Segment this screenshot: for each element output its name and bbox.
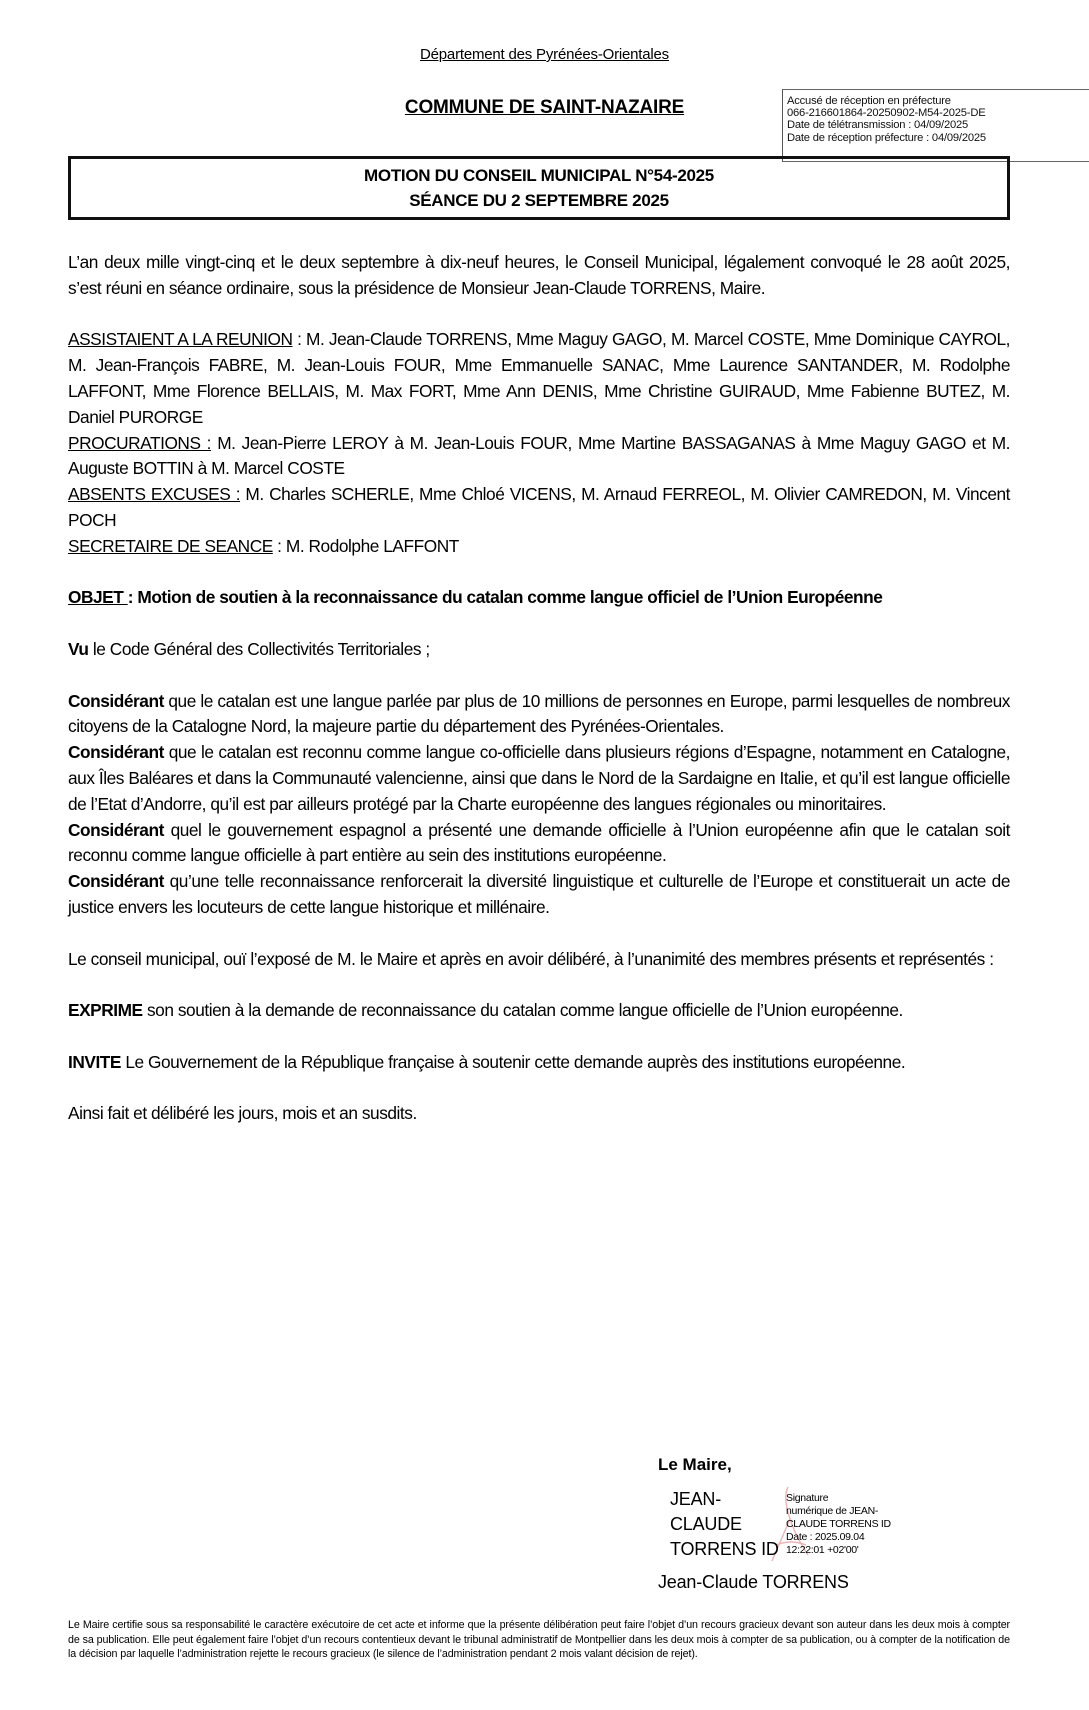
- motion-title-box: [68, 156, 1010, 220]
- considerant-text: quel le gouvernement espagnol a présenté une demande officielle à l’Union européenne afin que le catalan soit reconnu comme langue officielle à part entière au sein des institutions européenne.: [68, 819, 1010, 866]
- exprime-text: son soutien à la demande de reconnaissance du catalan comme langue officielle de l’Union européenne.: [142, 1000, 903, 1021]
- signer-id-block: [670, 1487, 779, 1562]
- commune-heading: COMMUNE DE SAINT-NAZAIRE: [404, 97, 685, 118]
- attendance-secretary: [68, 534, 1010, 560]
- signature-meta-line: numérique de JEAN-: [786, 1505, 879, 1517]
- department-heading: Département des Pyrénées-Orientales: [420, 46, 669, 63]
- signature-metadata: [786, 1492, 891, 1557]
- signer-id-line: CLAUDE: [670, 1514, 742, 1534]
- stamp-reception-date: Date de réception préfecture : 04/09/2025: [787, 131, 986, 144]
- present-label: ASSISTAIENT A LA REUNION: [68, 329, 293, 350]
- document-body: [68, 250, 1010, 1127]
- attendance-absent: [68, 482, 1010, 534]
- absent-list: M. Charles SCHERLE, Mme Chloé VICENS, M. Arnaud FERREOL, M. Olivier CAMREDON, M. Vincent POCH: [68, 484, 1010, 530]
- signer-id-line: TORRENS ID: [670, 1539, 779, 1559]
- signature-title: Le Maire,: [658, 1455, 732, 1474]
- vu-label: Vu: [68, 638, 89, 659]
- signer-full-name: Jean-Claude TORRENS: [658, 1572, 849, 1592]
- intro-paragraph: L’an deux mille vingt-cinq et le deux septembre à dix-neuf heures, le Conseil Municipal, légalement convoqué le 28 août 2025, s’est réuni en séance ordinaire, sous la présidence de Monsieur Jean-Claude TORRENS, Maire.: [68, 252, 1010, 298]
- considerant-text: que le catalan est une langue parlée par plus de 10 millions de personnes en Europe, parmi lesquelles de nombreux citoyens de la Catalogne Nord, la majeure partie du département des Pyrénées-Orientales.: [68, 690, 1010, 737]
- stamp-transmission-date: Date de télétransmission : 04/09/2025: [787, 119, 969, 132]
- signer-id-line: JEAN-: [670, 1489, 722, 1509]
- secretary-name: : M. Rodolphe LAFFONT: [272, 535, 459, 556]
- signature-meta-line: Signature: [786, 1492, 829, 1504]
- present-list: : M. Jean-Claude TORRENS, Mme Maguy GAGO, M. Marcel COSTE, Mme Dominique CAYROL, M. Jean-François FABRE, M. Jean-Louis FOUR, Mme Emmanuelle SANAC, Mme Laurence SANTANDER, M. Rodolphe LAFFONT, Mme Florence BELLAIS, M. Max FORT, Mme Ann DENIS, Mme Christine GUIRAUD, Mme Fabienne BUTEZ, M. Daniel PURORGE: [68, 329, 1010, 427]
- invite-text: Le Gouvernement de la République française à soutenir cette demande auprès des institutions européenne.: [121, 1051, 906, 1072]
- vu-paragraph: [68, 637, 1010, 663]
- stamp-reference: 066-216601864-20250902-M54-2025-DE: [787, 107, 986, 120]
- invite-label: INVITE: [68, 1051, 121, 1072]
- legal-footer: Le Maire certifie sous sa responsabilité le caractère exécutoire de cet acte et informe que la présente délibération peut faire l’objet d’un recours gracieux devant son auteur dans les deux mois à compter de sa publication. Elle peut également faire l’objet d’un recours contentieux devant le tribunal administratif de Montpellier dans les deux mois à compter de sa publication, ou à compter de la notification de la décision par laquelle l’administration rejette le recours gracieux (le silence de l’administration pendant 2 mois valant décision de rejet).: [68, 1619, 1010, 1660]
- proxies-list: M. Jean-Pierre LEROY à M. Jean-Louis FOUR, Mme Martine BASSAGANAS à Mme Maguy GAGO et M. Auguste BOTTIN à M. Marcel COSTE: [68, 432, 1010, 479]
- closing-paragraph: Ainsi fait et délibéré les jours, mois et an susdits.: [68, 1103, 417, 1124]
- exprime-paragraph: [68, 998, 1010, 1024]
- considerant-paragraph: [68, 869, 1010, 921]
- considerant-label: Considérant: [68, 690, 164, 711]
- session-date: SÉANCE DU 2 SEPTEMBRE 2025: [409, 191, 669, 210]
- considerant-label: Considérant: [68, 819, 164, 840]
- secretary-label: SECRETAIRE DE SEANCE: [68, 535, 273, 556]
- motion-title: MOTION DU CONSEIL MUNICIPAL N°54-2025: [364, 166, 714, 185]
- considerant-text: qu’une telle reconnaissance renforcerait la diversité linguistique et culturelle de l’Europe et constituerait un acte de justice envers les locuteurs de cette langue historique et millénaire.: [68, 871, 1010, 917]
- object-label: OBJET: [68, 587, 128, 608]
- considerant-text: que le catalan est reconnu comme langue co-officielle dans plusieurs régions d’Espagne, notamment en Catalogne, aux Îles Baléares et dans la Communauté valencienne, ainsi que dans le Nord de la Sardaigne en Italie, et qu’il est langue officielle de l’Etat d’Andorre, qu’il est par ailleurs protégé par la Charte européenne des langues régionales ou minoritaires.: [68, 742, 1010, 814]
- prefecture-receipt-stamp: [782, 89, 1089, 162]
- considerant-label: Considérant: [68, 871, 164, 892]
- proxies-label: PROCURATIONS :: [68, 432, 212, 453]
- absent-label: ABSENTS EXCUSES :: [68, 484, 241, 505]
- invite-paragraph: [68, 1050, 1010, 1076]
- considerant-label: Considérant: [68, 742, 164, 763]
- considerant-paragraph: [68, 818, 1010, 870]
- considerant-paragraph: [68, 740, 1010, 817]
- attendance-present: [68, 327, 1010, 430]
- vu-text: le Code Général des Collectivités Territoriales ;: [88, 638, 430, 659]
- attendance-proxies: [68, 431, 1010, 483]
- signature-date: Date : 2025.09.04: [786, 1531, 865, 1543]
- exprime-label: EXPRIME: [68, 1000, 143, 1021]
- object-paragraph: [68, 585, 1010, 611]
- signature-time: 12:22:01 +02'00': [786, 1544, 859, 1556]
- stamp-line: Accusé de réception en préfecture: [787, 95, 951, 107]
- deliberation-paragraph: Le conseil municipal, ouï l’exposé de M. le Maire et après en avoir délibéré, à l’unanimité des membres présents et représentés :: [68, 948, 994, 969]
- object-text: : Motion de soutien à la reconnaissance du catalan comme langue officiel de l’Union Européenne: [127, 587, 883, 608]
- considerant-paragraph: [68, 689, 1010, 741]
- signature-meta-line: CLAUDE TORRENS ID: [786, 1518, 891, 1530]
